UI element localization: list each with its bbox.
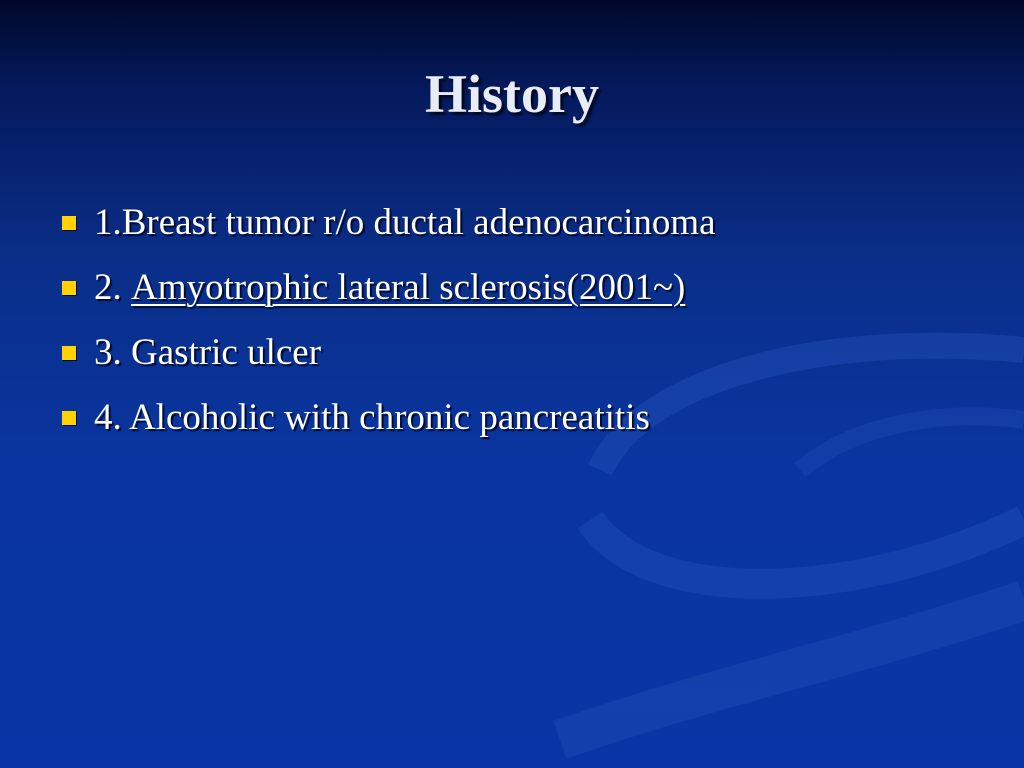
bullet-list (62, 190, 716, 450)
bullet-item-3 (62, 320, 716, 385)
bullet-item-2 (62, 255, 716, 320)
bullet-text-prefix: 2. (94, 267, 131, 308)
bullet-item-1 (62, 190, 716, 255)
bullet-text: 4. Alcoholic with chronic pancreatitis (94, 397, 650, 438)
bullet-text: 3. Gastric ulcer (94, 332, 322, 373)
bullet-square-icon (62, 411, 76, 425)
bullet-item-4 (62, 385, 716, 450)
bullet-square-icon (62, 216, 76, 230)
bullet-hyperlink[interactable]: Amyotrophic lateral sclerosis(2001~) (131, 267, 686, 308)
slide-title: History (425, 64, 599, 124)
bullet-text: 1.Breast tumor r/o ductal adenocarcinoma (94, 202, 716, 243)
bullet-square-icon (62, 281, 76, 295)
bullet-square-icon (62, 346, 76, 360)
